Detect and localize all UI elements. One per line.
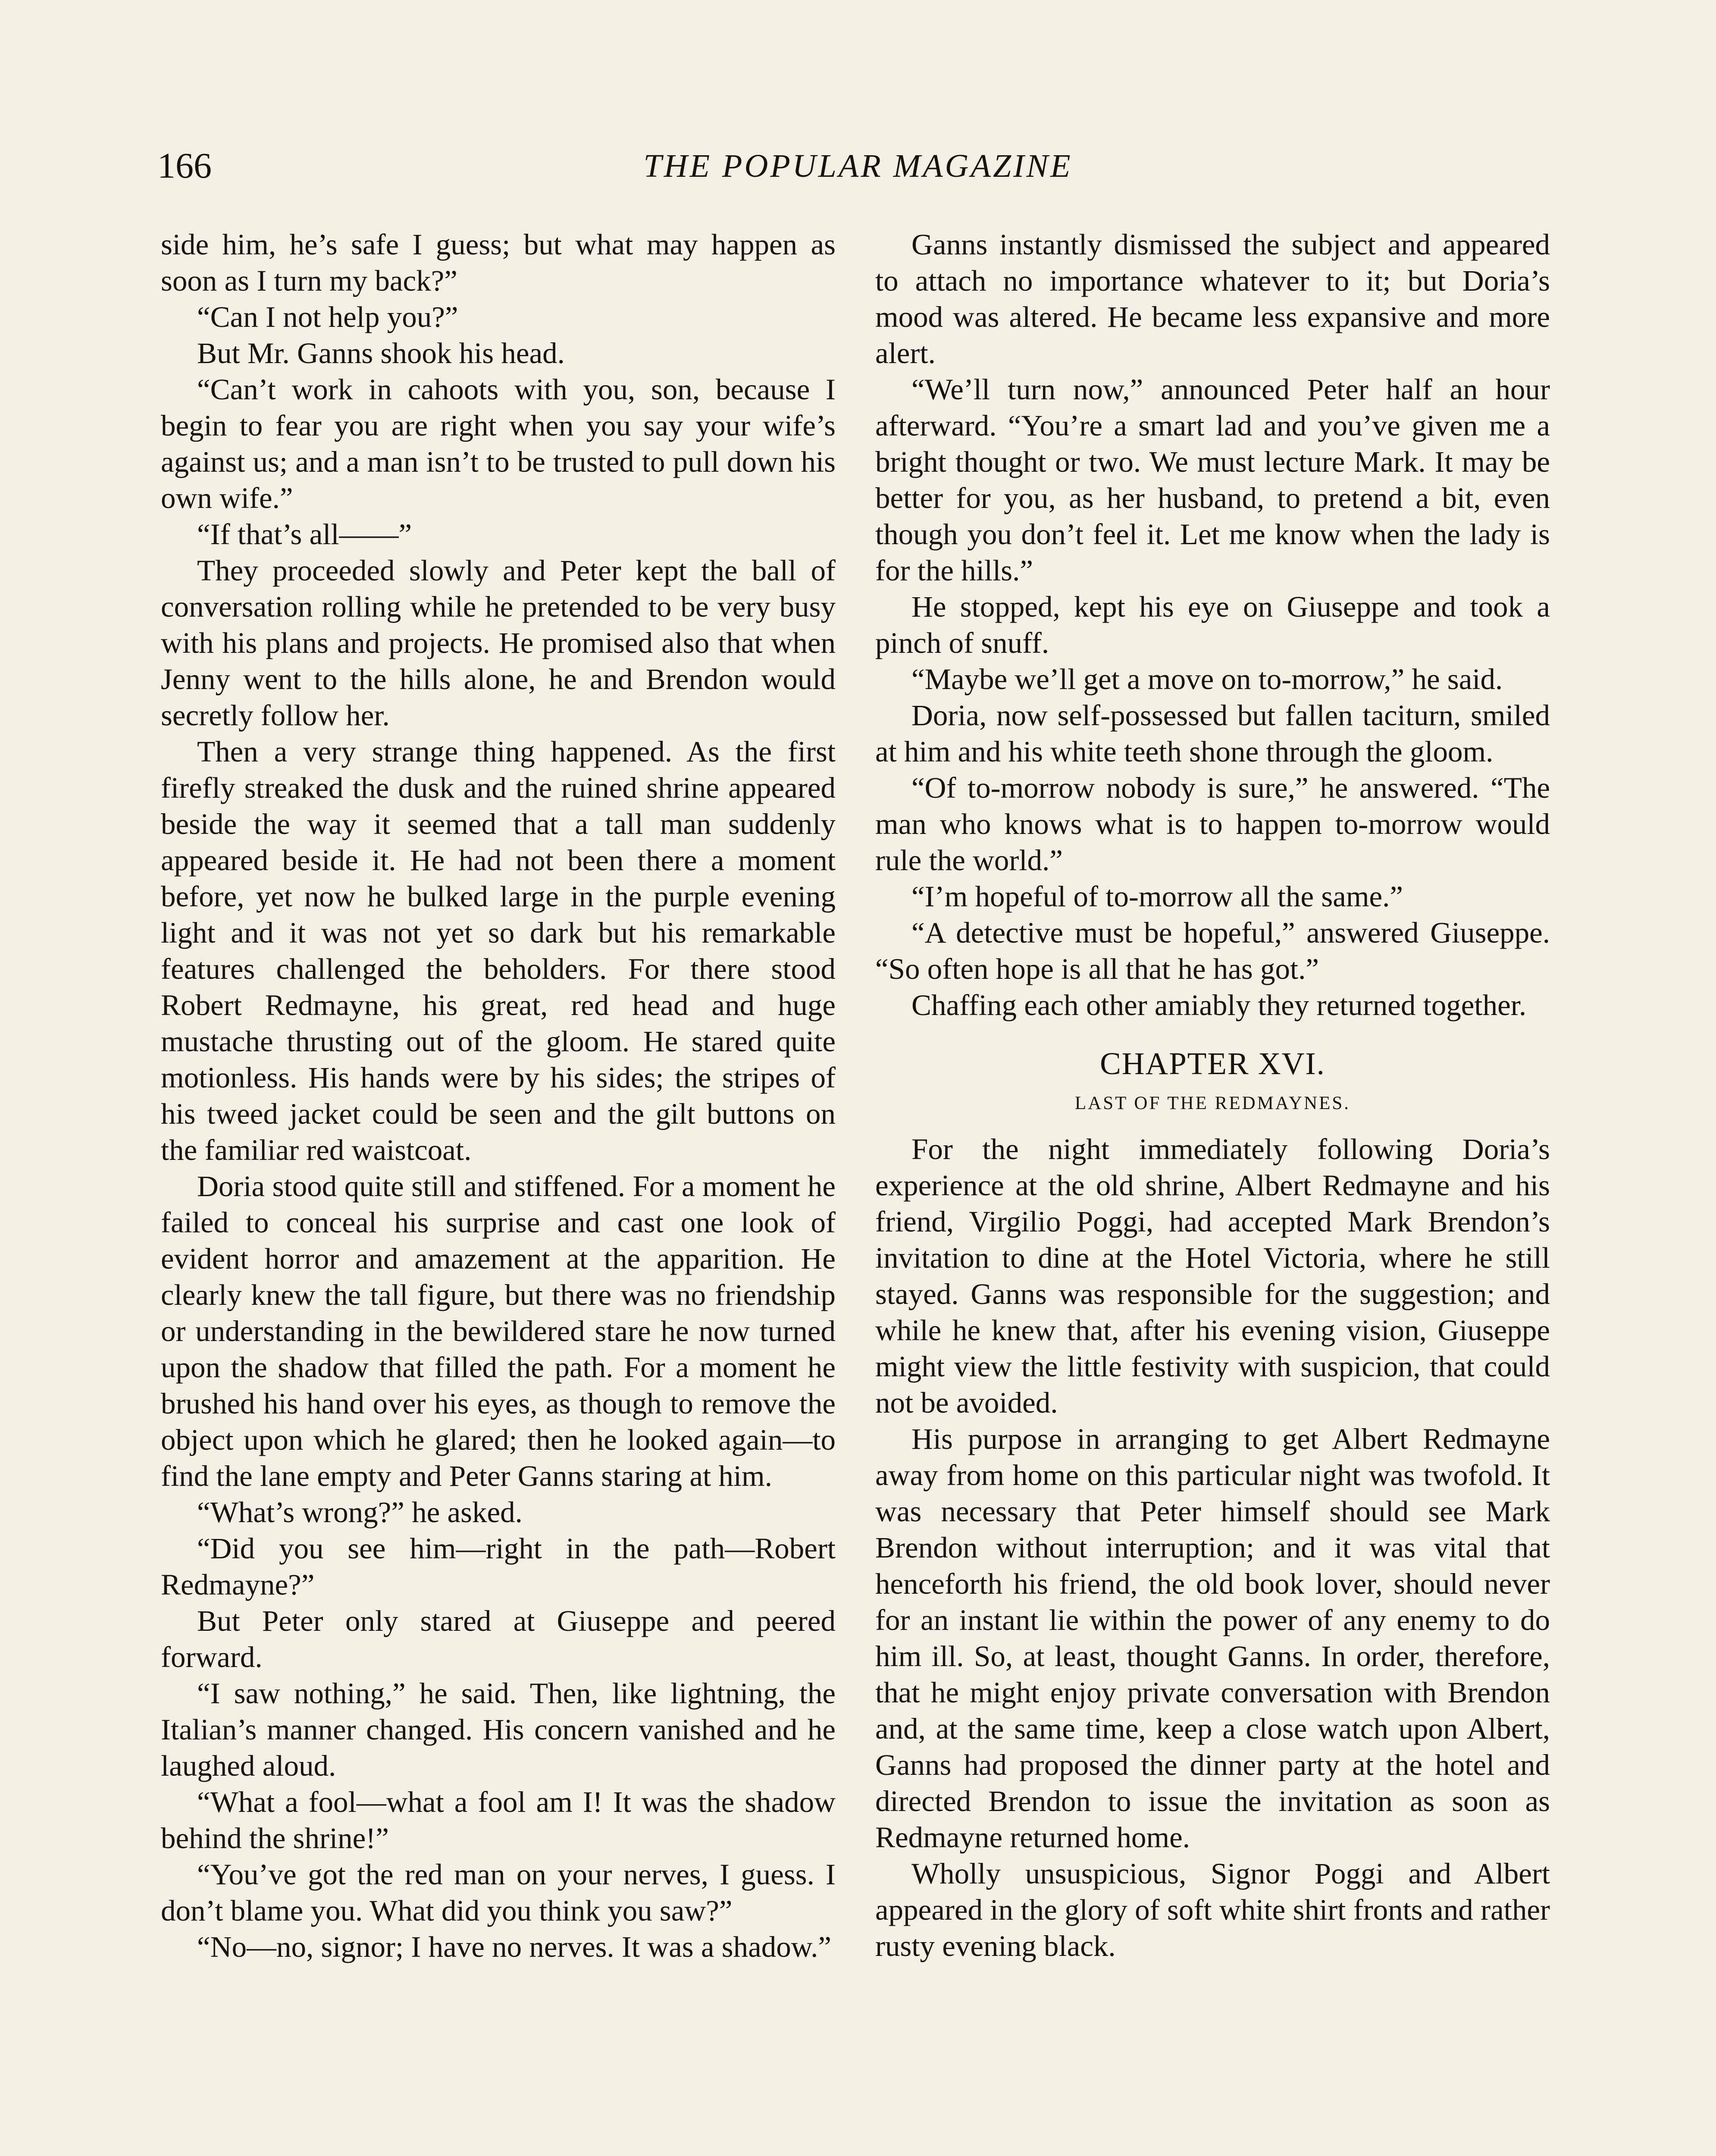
paragraph: But Mr. Ganns shook his head.: [197, 337, 565, 370]
paragraph: Then a very strange thing happened. As the first firefly streaked the dusk and the ruined shrine appeared beside the way it seemed that a tall man suddenly appeared beside it. He had not been there a moment before, yet now he bulked large in the purple evening light and it was not yet so dark but his remarkable features challenged the beholders. For there stood Robert Redmayne, his great, red head and huge mustache thrusting out of the gloom. He stared quite motionless. His hands were by his sides; the stripes of his tweed jacket could be seen and the gilt buttons on the familiar red waistcoat.: [161, 735, 836, 1166]
paragraph: “Can’t work in cahoots with you, son, because I begin to fear you are right when you say your wife’s against us; and a man isn’t to be trusted to pull down his own wife.”: [161, 373, 836, 514]
paragraph: Wholly unsuspicious, Signor Poggi and Albert appeared in the glory of soft white shirt fronts and rather rusty evening black.: [875, 1857, 1550, 1962]
paragraph: His purpose in arranging to get Albert Redmayne away from home on this particular night was twofold. It was necessary that Peter himself should see Mark Brendon without interruption; and it was vital that henceforth his friend, the old book lover, should never for an instant lie within the power of any enemy to do him ill. So, at least, thought Ganns. In order, therefore, that he might enjoy private conversation with Brendon and, at the same time, keep a close watch upon Albert, Ganns had proposed the dinner party at the hotel and directed Brendon to issue the invitation as soon as Redmayne returned home.: [875, 1423, 1550, 1854]
right-column: [875, 226, 1550, 1964]
paragraph: side him, he’s safe I guess; but what may happen as soon as I turn my back?”: [161, 228, 836, 297]
paragraph: “No—no, signor; I have no nerves. It was a shadow.”: [197, 1930, 831, 1963]
running-title: THE POPULAR MAGAZINE: [643, 148, 1073, 184]
page-number: 166: [157, 146, 212, 186]
paragraph: But Peter only stared at Giuseppe and peered forward.: [161, 1604, 836, 1673]
paragraph: “If that’s all——”: [197, 518, 412, 551]
chapter-heading: CHAPTER XVI.: [1100, 1046, 1325, 1081]
paragraph: “I saw nothing,” he said. Then, like lightning, the Italian’s manner changed. His concern vanished and he laughed aloud.: [161, 1677, 836, 1782]
left-column: [161, 226, 836, 1965]
paragraph: “Maybe we’ll get a move on to-morrow,” he said.: [911, 663, 1503, 696]
paragraph: “You’ve got the red man on your nerves, I guess. I don’t blame you. What did you think you saw?”: [161, 1858, 836, 1927]
paragraph: Ganns instantly dismissed the subject and appeared to attach no importance whatever to it; but Doria’s mood was altered. He became less expansive and more alert.: [875, 228, 1550, 370]
paragraph: Chaffing each other amiably they returned together.: [911, 989, 1527, 1022]
paragraph: Doria, now self-possessed but fallen taciturn, smiled at him and his white teeth shone through the gloom.: [875, 699, 1550, 768]
paragraph: “What a fool—what a fool am I! It was the shadow behind the shrine!”: [161, 1786, 836, 1855]
paragraph: He stopped, kept his eye on Giuseppe and took a pinch of snuff.: [875, 590, 1550, 659]
paragraph: “What’s wrong?” he asked.: [197, 1496, 523, 1529]
chapter-subtitle: LAST OF THE REDMAYNES.: [1074, 1093, 1351, 1113]
paragraph: They proceeded slowly and Peter kept the ball of conversation rolling while he pretended to be very busy with his plans and projects. He promised also that when Jenny went to the hills alone, he and Brendon would secretly follow her.: [161, 554, 836, 732]
paragraph: “Can I not help you?”: [197, 301, 458, 333]
paragraph: “We’ll turn now,” announced Peter half an hour afterward. “You’re a smart lad and you’ve given me a bright thought or two. We must lecture Mark. It may be better for you, as her husband, to pretend a bit, even though you don’t feel it. Let me know when the lady is for the hills.”: [875, 373, 1550, 587]
paragraph: “I’m hopeful of to-morrow all the same.”: [911, 880, 1403, 913]
paragraph: “Of to-morrow nobody is sure,” he answered. “The man who knows what is to happen to-morrow would rule the world.”: [875, 771, 1550, 877]
paragraph: For the night immediately following Doria’s experience at the old shrine, Albert Redmayne and his friend, Virgilio Poggi, had accepted Mark Brendon’s invitation to dine at the Hotel Victoria, where he still stayed. Ganns was responsible for the suggestion; and while he knew that, after his evening vision, Giuseppe might view the little festivity with suspicion, that could not be avoided.: [875, 1133, 1550, 1419]
paragraph: Doria stood quite still and stiffened. For a moment he failed to conceal his surprise and cast one look of evident horror and amazement at the apparition. He clearly knew the tall figure, but there was no friendship or understanding in the bewildered stare he now turned upon the shadow that filled the path. For a moment he brushed his hand over his eyes, as though to remove the object upon which he glared; then he looked again—to find the lane empty and Peter Ganns staring at him.: [161, 1170, 836, 1492]
paragraph: “A detective must be hopeful,” answered Giuseppe. “So often hope is all that he has got.”: [875, 916, 1550, 985]
paragraph: “Did you see him—right in the path—Robert Redmayne?”: [161, 1532, 836, 1601]
running-header: [157, 142, 1559, 190]
